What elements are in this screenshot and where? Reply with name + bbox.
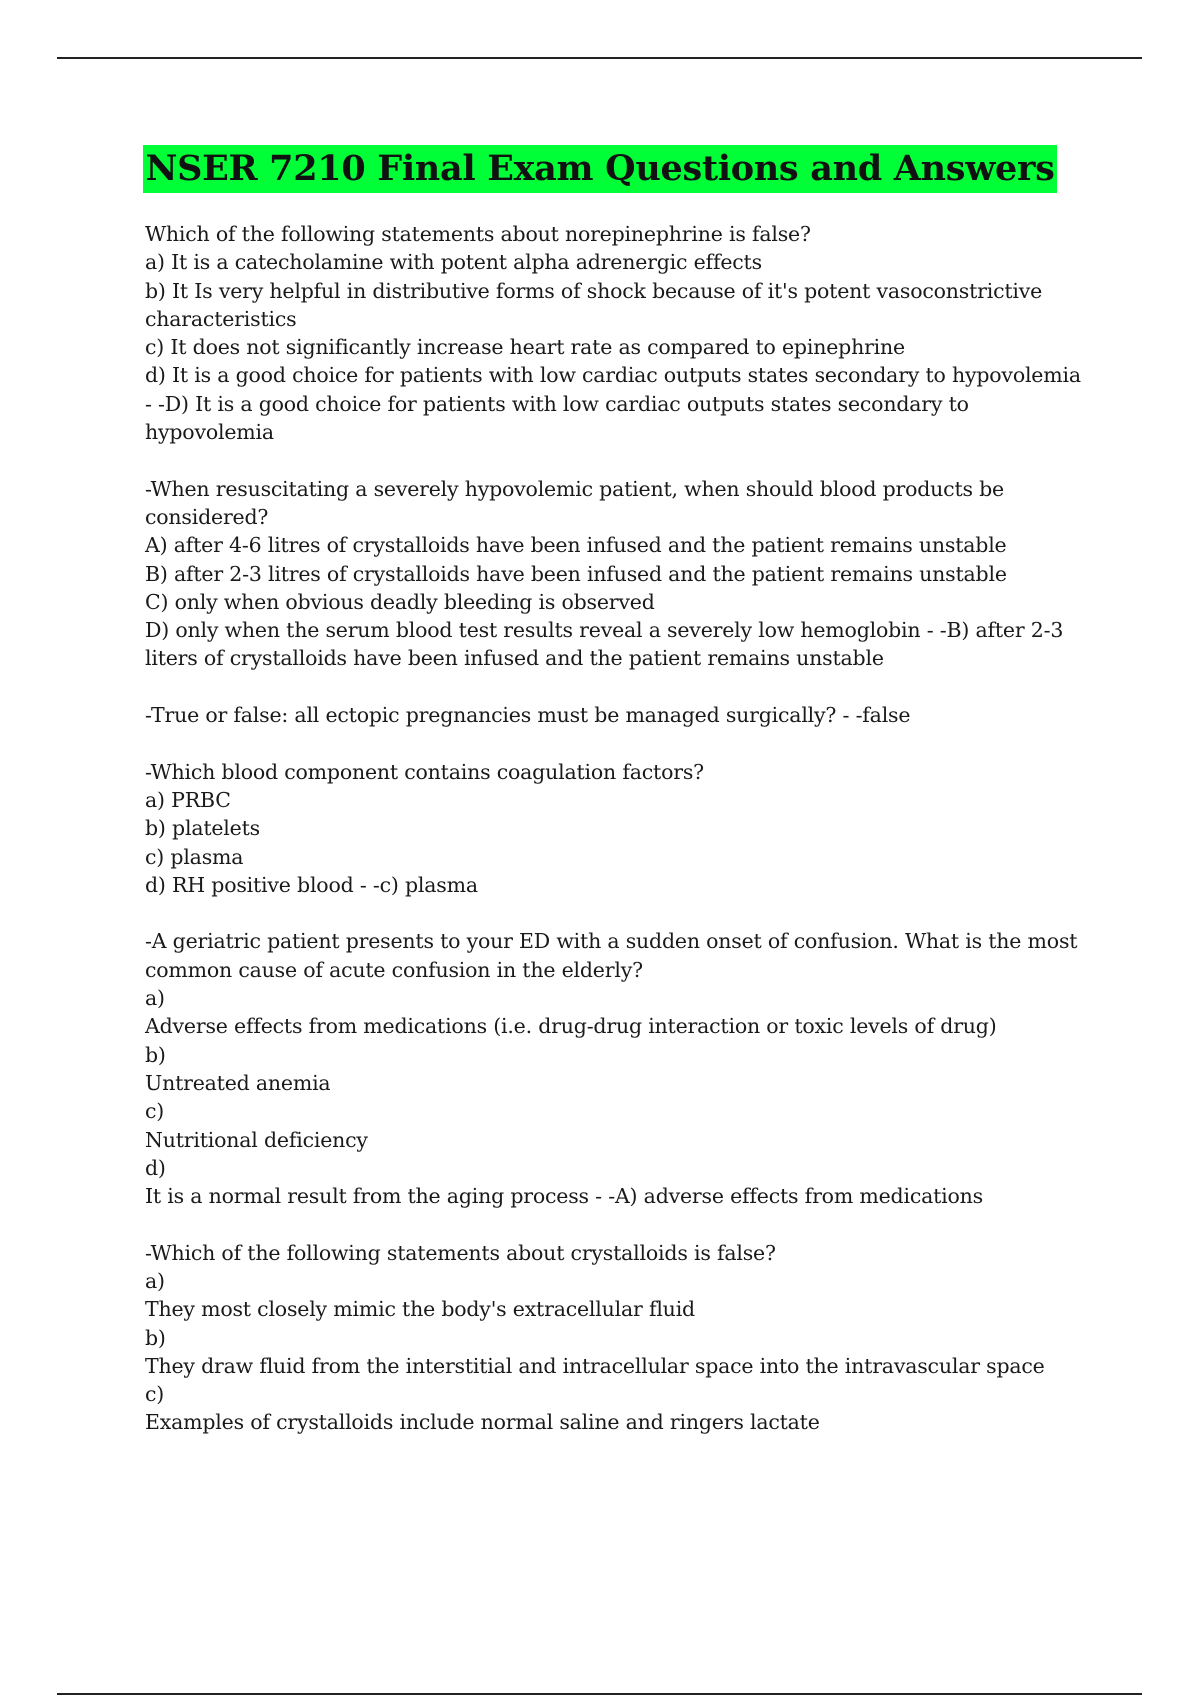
question-line: - -D) It is a good choice for patients with low cardiac outputs states secondary to hypovolemia <box>145 391 969 445</box>
question-text: -Which blood component contains coagulation factors? <box>145 759 704 784</box>
question-line: b) It Is very helpful in distributive forms of shock because of it's potent vasoconstrictive characteristics <box>145 278 1043 331</box>
question-line: Nutritional deficiency <box>145 1127 368 1152</box>
question-line: b) platelets <box>145 816 260 841</box>
question-block <box>145 701 1095 729</box>
question-block <box>145 1239 1095 1437</box>
question-block <box>145 758 1095 899</box>
question-line: They draw fluid from the interstitial and intracellular space into the intravascular space <box>145 1353 1045 1378</box>
header-rule <box>57 57 1142 59</box>
question-line: They most closely mimic the body's extracellular fluid <box>145 1297 695 1322</box>
question-line: b) <box>145 1325 166 1350</box>
question-line: D) only when the serum blood test results reveal a severely low hemoglobin - -B) after 2-3 liters of crystalloids have been infused and the patient remains unstable <box>145 618 1064 671</box>
title-container <box>0 145 1200 193</box>
question-line: a) <box>145 1268 165 1293</box>
question-text: -True or false: all ectopic pregnancies must be managed surgically? - -false <box>145 703 911 728</box>
question-text: -A geriatric patient presents to your ED with a sudden onset of confusion. What is the most common cause of acute confusion in the elderly? <box>145 929 1078 982</box>
question-line: c) plasma <box>145 844 244 869</box>
question-line: b) <box>145 1042 166 1067</box>
question-block <box>145 927 1095 1210</box>
question-line: c) <box>145 1099 165 1124</box>
question-line: d) <box>145 1155 166 1180</box>
question-block <box>145 475 1095 673</box>
question-text: -When resuscitating a severely hypovolemic patient, when should blood products be considered? <box>145 476 1004 529</box>
question-line: A) after 4-6 litres of crystalloids have been infused and the patient remains unstable <box>145 533 1007 558</box>
question-line: a) It is a catecholamine with potent alpha adrenergic effects <box>145 250 762 275</box>
question-line: B) after 2-3 litres of crystalloids have been infused and the patient remains unstable <box>145 561 1007 586</box>
question-line: C) only when obvious deadly bleeding is observed <box>145 589 655 614</box>
document-title: NSER 7210 Final Exam Questions and Answers <box>143 145 1056 193</box>
question-line: d) RH positive blood - -c) plasma <box>145 872 478 897</box>
question-line: c) It does not significantly increase heart rate as compared to epinephrine <box>145 335 905 360</box>
question-line: a) PRBC <box>145 787 231 812</box>
question-line: Examples of crystalloids include normal saline and ringers lactate <box>145 1410 820 1435</box>
question-line: c) <box>145 1382 165 1407</box>
question-text: -Which of the following statements about crystalloids is false? <box>145 1240 776 1265</box>
question-line: d) It is a good choice for patients with low cardiac outputs states secondary to hypovolemia <box>145 363 1081 388</box>
question-line: Untreated anemia <box>145 1070 331 1095</box>
question-line: Adverse effects from medications (i.e. drug-drug interaction or toxic levels of drug) <box>145 1014 997 1039</box>
question-line: It is a normal result from the aging process - -A) adverse effects from medications <box>145 1184 983 1209</box>
question-line: a) <box>145 986 165 1011</box>
question-text: Which of the following statements about norepinephrine is false? <box>145 222 811 246</box>
footer-rule <box>57 1693 1142 1695</box>
document-body <box>145 220 1095 1465</box>
question-block <box>145 220 1095 446</box>
